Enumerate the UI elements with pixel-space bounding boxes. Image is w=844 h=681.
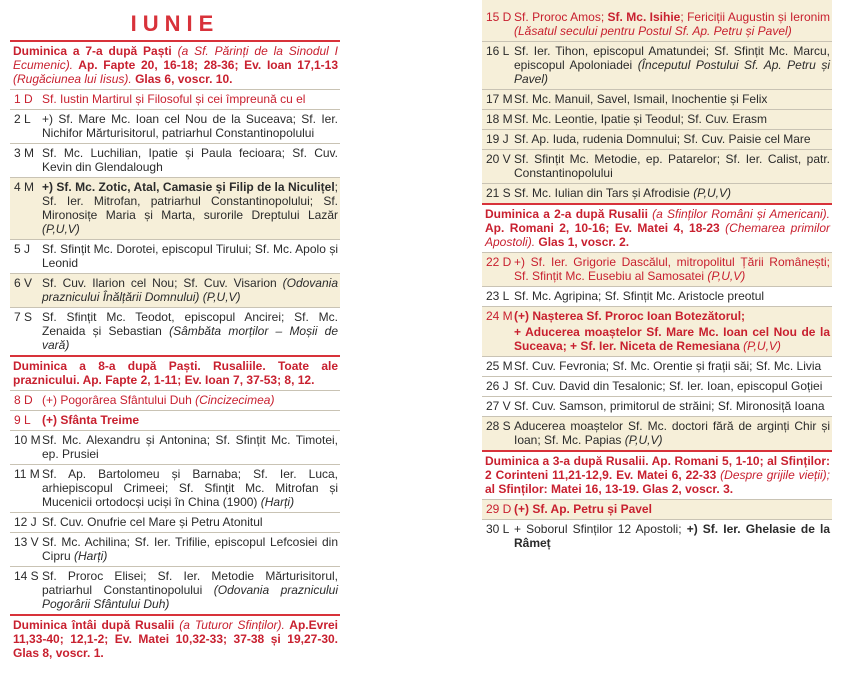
- sunday-8-after-easter: [10, 355, 340, 390]
- day-label: 18 M: [486, 112, 513, 126]
- saints-text: Aducerea moaștelor Sf. Mc. doctori fără de arginți Chir și Ioan; Sf. Mc. Papias: [514, 419, 830, 447]
- day-row: [482, 0, 832, 41]
- sunday-note: (Despre grijile vieții);: [720, 468, 830, 482]
- day-row: [10, 532, 340, 566]
- day-label: 13 V: [14, 535, 39, 549]
- day-saints: (+) Sf. Ap. Petru și Pavel: [514, 502, 652, 516]
- day-label: 4 M: [14, 180, 35, 194]
- day-saints: [42, 393, 340, 407]
- day-label: 29 D: [486, 502, 512, 516]
- day-label: 3 M: [14, 146, 35, 160]
- feast-bold: Sf. Mc. Isihie: [607, 10, 681, 24]
- sunday-readings: Ap.Evrei 11,33-40; 12,1-2; Ev. Matei 10,32-33; 37-38 și 19,27-30. Glas 8, voscr. 1.: [13, 618, 338, 660]
- feast-note: (Odovania praznicului Pogorârii Sfântului Duh): [42, 583, 338, 611]
- sunday-note: (a Tuturor Sfinților).: [174, 618, 285, 632]
- day-saints: Sf. Cuv. Samson, primitorul de străini; Sf. Mironosiță Ioana: [514, 399, 825, 413]
- day-row: [10, 430, 340, 464]
- day-label: 9 L: [14, 413, 31, 427]
- fasting-note: (P,U,V): [743, 339, 781, 353]
- day-saints: +) Sf. Mare Mc. Ioan cel Nou de la Suceava; Sf. Ier. Nichifor Mărturisitorul, patriarhul Constantinopolului: [42, 112, 338, 140]
- day-label: 16 L: [486, 44, 510, 58]
- day-label: 26 J: [486, 379, 509, 393]
- day-row: [10, 109, 340, 143]
- day-saints: Sf. Sfințit Mc. Dorotei, episcopul Tirului; Sf. Mc. Apolo și Leonid: [42, 242, 338, 270]
- left-column: [10, 0, 340, 663]
- feast-note: (Cincizecimea): [195, 393, 275, 407]
- saints-text: + Soborul Sfinților 12 Apostoli;: [514, 522, 687, 536]
- day-label: 30 L: [486, 522, 510, 536]
- fasting-note: (P,U,V): [707, 269, 746, 283]
- day-row: [10, 239, 340, 273]
- day-saints: [514, 309, 832, 353]
- day-label: 27 V: [486, 399, 511, 413]
- day-row: [10, 273, 340, 307]
- sunday-title: Duminica a 3-a după Rusalii. Ap. Romani 5, 1-10; al Sfinților: 2 Corinteni 11,21-12,9. Ev. Matei 6, 22-33: [485, 454, 830, 482]
- day-saints: Sf. Mc. Manuil, Savel, Ismail, Inochentie și Felix: [514, 92, 768, 106]
- fasting-note: (Harți): [260, 495, 295, 509]
- feast-bold: (+) Nașterea Sf. Proroc Ioan Botezătorul;: [514, 309, 746, 323]
- day-row: [482, 306, 832, 356]
- day-row: [10, 410, 340, 430]
- sunday-readings: al Sfinților: Matei 16, 13-19. Glas 2, voscr. 3.: [485, 482, 734, 496]
- sunday-2-after-pentecost: [482, 203, 832, 252]
- day-row: [482, 519, 832, 553]
- feast-note: (Începutul Postului Sf. Ap. Petru și Pavel): [514, 58, 830, 86]
- sunday-note: (a Sf. Părinți de la Sinodul I Ecumenic).: [13, 44, 339, 72]
- saints-text: Sf. Mc. Iulian din Tars și Afrodisie: [514, 186, 694, 200]
- day-saints: Sf. Mc. Agripina; Sf. Sfințit Mc. Aristocle preotul: [514, 289, 765, 303]
- day-saints: [514, 255, 832, 283]
- day-label: 22 D: [486, 255, 512, 269]
- day-row: [482, 286, 832, 306]
- day-saints: [42, 310, 340, 352]
- day-saints: Sf. Cuv. Onufrie cel Mare și Petru Atonitul: [42, 515, 263, 529]
- day-label: 2 L: [14, 112, 31, 126]
- saints-text: Sf. Mc. Achilina; Sf. Ier. Trifilie, episcopul Lefcosiei din Cipru: [42, 535, 338, 563]
- day-row: [482, 183, 832, 203]
- feast-bold: +) Sf. Mc. Zotic, Atal, Camasie și Filip de la Niculițel: [42, 180, 335, 194]
- day-row: [482, 396, 832, 416]
- day-label: 10 M: [14, 433, 41, 447]
- day-label: 19 J: [486, 132, 509, 146]
- feast-note: (Sâmbăta morților – Moșii de vară): [42, 324, 339, 352]
- feast-note: (Odovania praznicului Înălțării Domnului) (P,U,V): [42, 276, 338, 304]
- day-saints: [42, 467, 340, 509]
- day-label: 1 D: [14, 92, 33, 106]
- sunday-title: Duminica întâi după Rusalii: [13, 618, 175, 632]
- sunday-tone: Glas 1, voscr. 2.: [535, 235, 630, 249]
- day-label: 14 S: [14, 569, 39, 583]
- day-row: [10, 566, 340, 614]
- day-row: [482, 376, 832, 396]
- day-saints: Sf. Cuv. David din Tesalonic; Sf. Ier. Ioan, episcopul Goției: [514, 379, 823, 393]
- day-saints: Sf. Mc. Leontie, Ipatie și Teodul; Sf. Cuv. Erasm: [514, 112, 768, 126]
- sunday-tone: Glas 6, voscr. 10.: [131, 72, 233, 86]
- day-label: 21 S: [486, 186, 511, 200]
- day-label: 24 M: [486, 309, 513, 323]
- day-row: [10, 512, 340, 532]
- sunday-title: Duminica a 2-a după Rusalii: [485, 207, 648, 221]
- fasting-note: (Harți): [74, 549, 108, 563]
- fasting-note: (P,U,V): [42, 222, 80, 236]
- day-saints: Sf. Iustin Martirul și Filosoful și cei împreună cu el: [42, 92, 306, 106]
- day-label: 20 V: [486, 152, 511, 166]
- day-row: [10, 89, 340, 109]
- sunday-1-after-pentecost: [10, 614, 340, 663]
- sunday-note: (Rugăciunea lui Iisus).: [13, 72, 132, 86]
- saints-text: Sf. Cuv. Ilarion cel Nou; Sf. Cuv. Visarion: [42, 276, 283, 290]
- day-label: 25 M: [486, 359, 513, 373]
- saints-text: Sf. Proroc Elisei; Sf. Ier. Metodie Mărturisitorul, patriarhul Constantinopolului: [42, 569, 338, 597]
- day-saints: [514, 44, 832, 86]
- sunday-title: Duminica a 8-a după Paști. Rusaliile. Toate ale praznicului. Ap. Fapte 2, 1-11; Ev. Ioan 7, 37-53; 8, 12.: [13, 359, 338, 387]
- day-saints: [42, 569, 340, 611]
- day-saints: [514, 10, 832, 38]
- day-row: [10, 390, 340, 410]
- day-saints: [42, 180, 340, 236]
- day-row: [10, 464, 340, 512]
- feast-note: (Lăsatul secului pentru Postul Sf. Ap. Petru și Pavel): [514, 24, 792, 38]
- sunday-note: (Chemarea primilor Apostoli).: [485, 221, 830, 249]
- fasting-note: (P,U,V): [693, 186, 731, 200]
- fasting-note: (P,U,V): [624, 433, 663, 447]
- sunday-readings: Ap. Fapte 20, 16-18; 28-36; Ev. Ioan 17,1-13: [73, 58, 338, 72]
- saints-text: + Aducerea moaștelor Sf. Mare Mc. Ioan cel Nou de la Suceava; + Sf. Ier. Niceta de Remesiana: [514, 325, 830, 353]
- feast-bold: [514, 325, 830, 353]
- saints-text: (+) Pogorârea Sfântului Duh: [42, 393, 196, 407]
- sunday-title: Duminica a 7-a după Paști: [13, 44, 172, 58]
- day-saints: Sf. Ap. Iuda, rudenia Domnului; Sf. Cuv. Paisie cel Mare: [514, 132, 811, 146]
- day-saints: [514, 522, 832, 550]
- day-row: [482, 129, 832, 149]
- day-saints: [42, 535, 340, 563]
- saints-text: Sf. Proroc Amos;: [514, 10, 608, 24]
- day-saints: [42, 276, 340, 304]
- day-saints: [514, 186, 832, 200]
- sunday-7-after-easter: [10, 40, 340, 89]
- feast-bold: +) Sf. Ier. Ghelasie de la Râmeț: [514, 522, 830, 550]
- day-label: 5 J: [14, 242, 31, 256]
- right-column: [482, 0, 832, 553]
- day-row: [482, 499, 832, 519]
- day-label: 8 D: [14, 393, 33, 407]
- saints-text: Sf. Ier. Tihon, episcopul Amatundei; Sf. Sfințit Mc. Marcu, episcopul Apoloniadei: [514, 44, 830, 72]
- saints-text: +) Sf. Ier. Grigorie Dascălul, mitropolitul Țării Românești; Sf. Sfințit Mc. Eusebiu al Samosatei: [514, 255, 830, 283]
- day-label: 28 S: [486, 419, 511, 433]
- day-row: [482, 149, 832, 183]
- day-label: 12 J: [14, 515, 37, 529]
- day-row: [482, 416, 832, 450]
- sunday-readings: Ap. Romani 2, 10-16; Ev. Matei 4, 18-23: [485, 221, 726, 235]
- day-row: [10, 177, 340, 239]
- saints-text: Sf. Ap. Bartolomeu și Barnaba; Sf. Ier. Luca, arhiepiscopul Crimeei; Sf. Sfințit Mc. Mitrofan și Mucenicii ortodocși uciși în China (1900): [42, 467, 338, 509]
- day-row: [482, 41, 832, 89]
- day-label: 23 L: [486, 289, 510, 303]
- day-row: [10, 307, 340, 355]
- day-row: [482, 356, 832, 376]
- day-label: 7 S: [14, 310, 33, 324]
- day-saints: (+) Sfânta Treime: [42, 413, 140, 427]
- day-row: [10, 143, 340, 177]
- day-saints: Sf. Mc. Luchilian, Ipatie și Paula fecioara; Sf. Cuv. Kevin din Glendalough: [42, 146, 338, 174]
- sunday-3-after-pentecost: [482, 450, 832, 499]
- day-saints: Sf. Sfințit Mc. Metodie, ep. Patarelor; Sf. Ier. Calist, patr. Constantinopolului: [514, 152, 830, 180]
- month-title: IUNIE: [130, 11, 220, 36]
- day-saints: Sf. Mc. Alexandru și Antonina; Sf. Sfințit Mc. Timotei, ep. Prusiei: [42, 433, 338, 461]
- sunday-note: (a Sfinților Români și Americani).: [647, 207, 830, 221]
- day-label: 17 M: [486, 92, 513, 106]
- saints-text: Sf. Sfințit Mc. Teodot, episcopul Ancirei; Sf. Mc. Zenaida și Sebastian: [42, 310, 338, 338]
- day-saints: Sf. Cuv. Fevronia; Sf. Mc. Orentie și frații săi; Sf. Mc. Livia: [514, 359, 822, 373]
- day-row: [482, 109, 832, 129]
- day-saints: [514, 419, 832, 447]
- saints-text: ; Fericiții Augustin și Ieronim: [680, 10, 830, 24]
- day-label: 15 D: [486, 10, 512, 24]
- day-row: [482, 89, 832, 109]
- day-row: [482, 252, 832, 286]
- day-label: 6 V: [14, 276, 33, 290]
- saints-text: ; Sf. Ier. Mitrofan, patriarhul Constantinopolului; Sf. Mironosițe Maria și Marta, surorile Dreptului Lazăr: [42, 180, 338, 222]
- day-label: 11 M: [14, 467, 40, 481]
